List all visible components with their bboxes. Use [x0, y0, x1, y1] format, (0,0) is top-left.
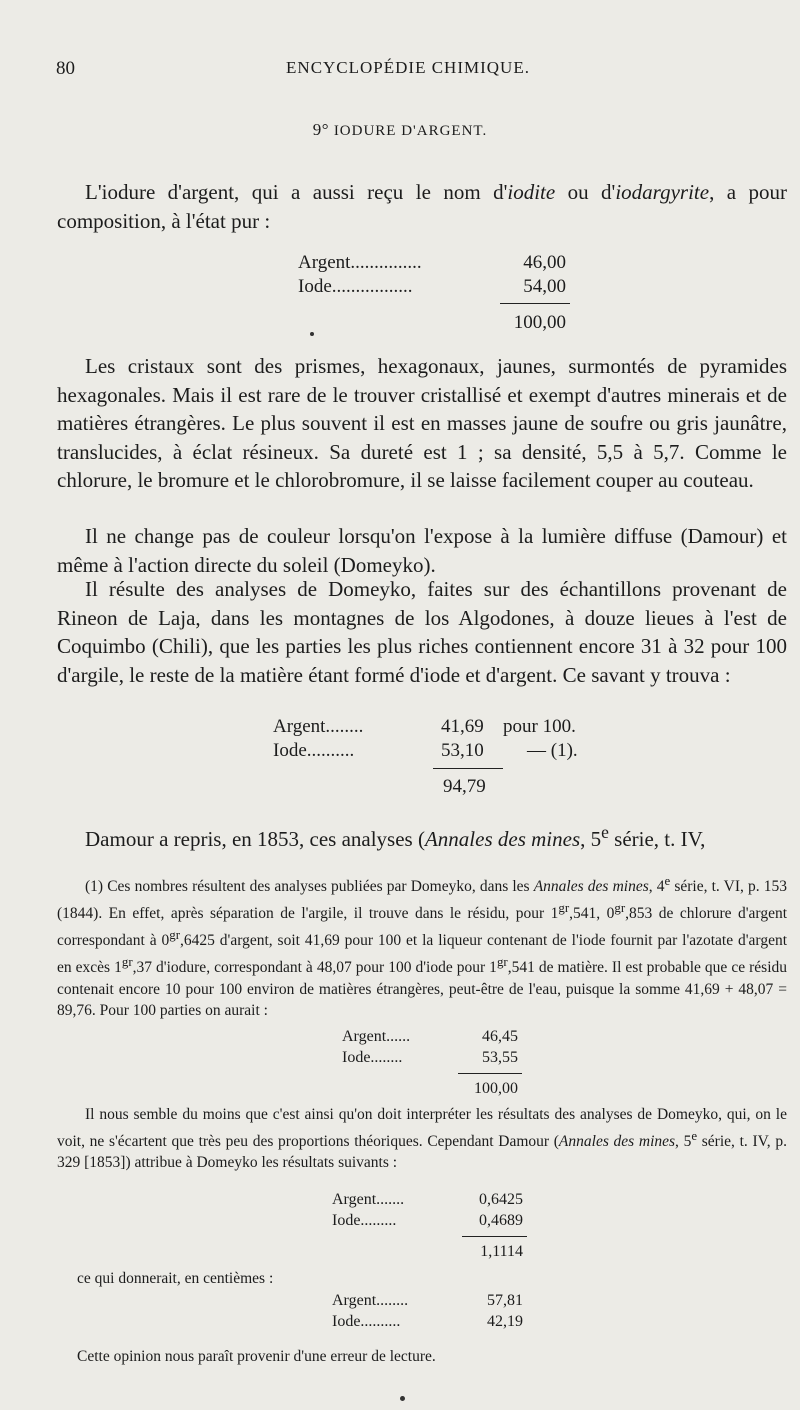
term-iodargyrite: iodargyrite: [615, 180, 710, 204]
text: L'iodure d'argent, qui a aussi reçu le nom d': [85, 180, 508, 204]
row-label: Argent...............: [298, 252, 422, 273]
text: ,37 d'iodure, correspondant à 48,07 pour 100 d'iode pour 1: [132, 959, 497, 977]
table-total-row: [342, 1080, 522, 1101]
text: Damour a repris, en 1853, ces analyses (: [85, 827, 425, 851]
row-label: Iode..........: [332, 1313, 401, 1330]
paragraph-color: Il ne change pas de couleur lorsqu'on l'expose à la lumière diffuse (Damour) et même à l'action directe du soleil (Domeyko).: [57, 524, 787, 577]
total-value: 1,1114: [480, 1243, 523, 1260]
row-value: 57,81: [487, 1292, 523, 1309]
row-value: 53,10: [441, 740, 484, 761]
footnote-table-1: [342, 1028, 522, 1101]
row-label: Iode........: [342, 1049, 403, 1066]
term-iodite: iodite: [507, 180, 556, 204]
table-row: [332, 1313, 527, 1334]
text: série, t. IV, p. 329 [1853]) attribue à Domeyko les résultats suivants :: [57, 1133, 787, 1172]
table-row: [332, 1191, 527, 1212]
row-label: Argent.......: [332, 1191, 405, 1208]
row-label: Argent........: [332, 1292, 409, 1309]
section-title: [0, 120, 800, 140]
row-label: Iode.........: [332, 1212, 397, 1229]
text: ,541, 0: [569, 905, 615, 923]
table-row: [342, 1028, 522, 1049]
unit-gr: gr: [614, 900, 626, 916]
table-row: [342, 1049, 522, 1070]
footnote-conclusion: Cette opinion nous paraît provenir d'une erreur de lecture.: [77, 1348, 436, 1365]
journal-title: Annales des mines: [533, 878, 649, 896]
superscript: e: [601, 822, 609, 842]
composition-table: [298, 252, 570, 336]
footnote-paragraph-2: [57, 1104, 787, 1173]
text: , 5: [675, 1133, 692, 1151]
text: ou d': [555, 180, 616, 204]
table-row: [298, 276, 570, 300]
journal-title: Annales des mines: [558, 1133, 676, 1151]
paragraph-domeyko: Il résulte des analyses de Domeyko, faites sur des échantillons provenant de Rineon de Laja, dans les montagnes de los Algodones, à douze lieues à l'est de Coquimbo (Chili), que les parties les plus riches contiennent encore 31 à 32 pour 100 d'argile, le reste de la matière étant formé d'iode et d'argent. Ce savant y trouva :: [57, 577, 787, 687]
row-value: 53,55: [482, 1049, 518, 1066]
table-row: [273, 716, 633, 740]
journal-title: Annales des mines: [424, 827, 581, 851]
row-value: 46,45: [482, 1028, 518, 1045]
text: , 4: [648, 878, 665, 896]
table-row: [332, 1292, 527, 1313]
row-suffix: pour 100.: [503, 716, 576, 737]
row-suffix: — (1).: [527, 740, 578, 761]
text: ,6425 d'argent, soit 41,69 pour 100 et la liqueur contenant de l'iode fournit par l'azotate d'argent en excès 1: [57, 932, 788, 977]
print-speck: [310, 332, 314, 336]
row-value: 42,19: [487, 1313, 523, 1330]
text: ,853 de chlorure d'argent correspondant à 0: [57, 905, 788, 950]
unit-gr: gr: [558, 900, 570, 916]
print-speck: [400, 1396, 405, 1401]
paragraph-damour: [57, 818, 787, 854]
unit-gr: gr: [169, 927, 180, 943]
row-label: Argent......: [342, 1028, 411, 1045]
running-title: ENCYCLOPÉDIE CHIMIQUE.: [286, 58, 530, 77]
page-header: [56, 58, 760, 84]
sum-rule: [433, 768, 503, 769]
text: Il nous semble du moins que c'est ainsi qu'on doit interpréter les résultats des analyses de Domeyko, qui, on le voit, ne s'écartent que très peu des proportions théoriques. Cependant Damour (: [57, 1106, 787, 1151]
footnote-paragraph-1: [57, 870, 787, 1021]
text: (1) Ces nombres résultent des analyses publiées par Domeyko, dans les: [85, 878, 534, 896]
footnote-table-2: [332, 1191, 527, 1264]
row-value: 54,00: [523, 276, 566, 297]
sum-rule: [500, 303, 570, 304]
unit-gr: gr: [121, 954, 133, 970]
footnote-percent-intro: ce qui donnerait, en centièmes :: [77, 1270, 274, 1287]
table-total-row: [298, 312, 570, 336]
table-row: [298, 252, 570, 276]
sum-rule: [458, 1073, 522, 1074]
total-value: 100,00: [513, 312, 566, 333]
table-total-row: [332, 1243, 527, 1264]
section-heading: IODURE D'ARGENT.: [333, 123, 488, 139]
unit-gr: gr: [496, 954, 508, 970]
row-value: 41,69: [441, 716, 484, 737]
sum-rule: [462, 1236, 527, 1237]
row-value: 0,4689: [479, 1212, 523, 1229]
superscript: e: [664, 873, 671, 888]
text: , 5: [580, 827, 602, 851]
superscript: e: [691, 1128, 698, 1143]
text: ,541 de matière. Il est probable que ce résidu contenait encore 10 pour 100 environ de matières étrangères, peut-être de l'eau, puisque la somme 41,69 + 48,07 = 89,76. Pour 100 parties on aurait :: [57, 959, 787, 1019]
row-label: Iode..........: [273, 740, 355, 761]
text: série, t. VI, p. 153 (1844). En effet, après séparation de l'argile, il trouve dans le résidu, pour 1: [57, 878, 788, 923]
footnote-table-3: [332, 1292, 527, 1334]
page-number: 80: [56, 58, 75, 79]
paragraph-intro: [57, 178, 787, 235]
table-row: [273, 740, 633, 764]
section-number: 9°: [312, 120, 330, 139]
total-value: 94,79: [443, 776, 486, 797]
paragraph-crystals: Les cristaux sont des prismes, hexagonaux, jaunes, surmontés de pyramides hexagonales. Mais il est rare de le trouver cristallisé et exempt d'autres minerais et de matières étrangères. Le plus souvent il est en masses jaune de soufre ou gris jaunâtre, translucides, à éclat résineux. Sa dureté est 1 ; sa densité, 5,5 à 5,7. Comme le chlorure, le bromure et le chlorobromure, il se laisse facilement couper au couteau.: [57, 354, 787, 492]
text: , a pour composition, à l'état pur :: [57, 180, 787, 233]
row-value: 0,6425: [479, 1191, 523, 1208]
domeyko-table: [273, 716, 633, 800]
text: série, t. IV,: [608, 827, 706, 851]
total-value: 100,00: [474, 1080, 518, 1097]
row-label: Argent........: [273, 716, 364, 737]
row-label: Iode.................: [298, 276, 413, 297]
row-value: 46,00: [523, 252, 566, 273]
table-row: [332, 1212, 527, 1233]
table-total-row: [273, 776, 633, 800]
